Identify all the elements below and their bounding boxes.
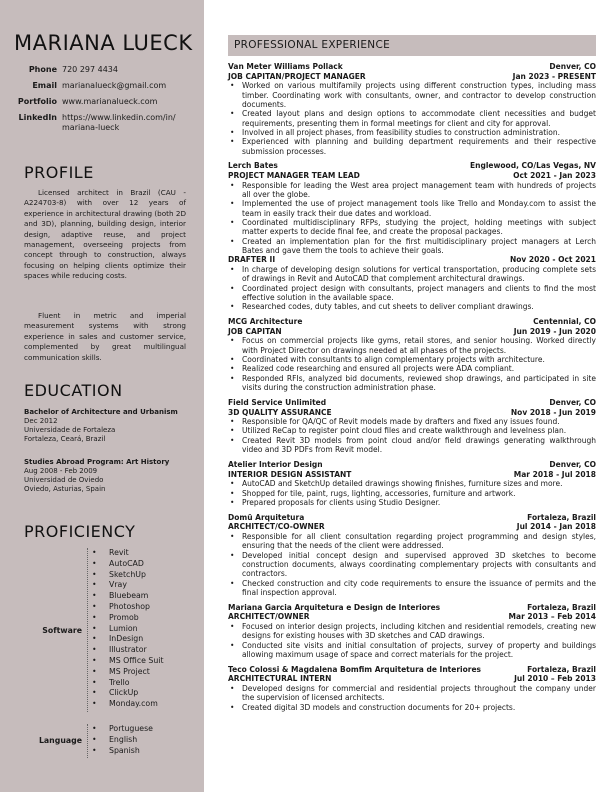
job-title-row — [228, 255, 596, 265]
education-heading: EDUCATION — [24, 381, 123, 400]
profile-heading: PROFILE — [24, 163, 94, 182]
contact-value[interactable]: marianalueck@gmail.com — [62, 81, 167, 90]
job-dates: Nov 2018 - Jun 2019 — [510, 407, 596, 417]
job-title: 3D QUALITY ASSURANCE — [228, 407, 332, 417]
candidate-name: MARIANA LUECK — [14, 31, 193, 55]
software-item: • Illustrator — [92, 645, 164, 656]
job-bullet: • In charge of developing design solutions for vertical transportation, producing complete sets of drawings in Revit and AutoCAD that complement architectural drawings. — [228, 265, 596, 284]
job-bullet: • Shopped for tile, paint, rugs, lighting, accessories, furniture and artwork. — [228, 489, 596, 498]
software-list — [92, 548, 164, 710]
job-dates: Mar 2018 - Jul 2018 — [513, 469, 596, 479]
job-bullet: • Checked construction and city code requirements to ensure the issuance of permits and the final inspection approval. — [228, 579, 596, 598]
company-name: Teco Colossi & Magdalena Bomfim Arquitetura de Interiores — [228, 664, 482, 674]
contact-portfolio — [0, 97, 204, 107]
profile-paragraph: Fluent in metric and imperial measurement systems with strong experience in sales and customer service, complemented by great multilingual communication skills. — [24, 311, 186, 362]
job-bullet: • Focused on interior design projects, including kitchen and residential remodels, creating new designs for existing houses with 3D sketches and CAD drawings. — [228, 622, 596, 641]
job-entry — [228, 317, 596, 392]
education-line: Fortaleza, Ceará, Brazil — [24, 435, 106, 443]
proficiency-heading: PROFICIENCY — [24, 522, 136, 541]
job-title: PROJECT MANAGER TEAM LEAD — [228, 171, 360, 181]
contact-block — [0, 65, 204, 139]
job-title: ARCHITECT/CO-OWNER — [228, 522, 325, 532]
job-bullet: • Coordinated project design with consultants, project managers and clients to find the most effective solution in the available space. — [228, 284, 596, 303]
job-bullet: • Implemented the use of project management tools like Trello and Monday.com to assist the team in easily track their due dates and workload. — [228, 199, 596, 218]
job-dates: Oct 2021 - Jan 2023 — [513, 171, 596, 181]
contact-email — [0, 81, 204, 91]
sidebar — [0, 0, 204, 792]
software-item: • Promob — [92, 613, 164, 624]
job-bullet: • Responsible for QA/QC of Revit models made by drafters and fixed any issues found. — [228, 417, 596, 426]
job-bullet: • Experienced with planning and building department requirements and their respective submission processes. — [228, 137, 596, 156]
education-item — [24, 408, 200, 444]
company-location: Fortaleza, Brazil — [527, 602, 596, 612]
company-name: Lerch Bates — [228, 161, 278, 171]
job-bullet: • AutoCAD and SketchUp detailed drawings showing finishes, furniture sizes and more. — [228, 479, 596, 488]
education-line: Oviedo, Asturias, Spain — [24, 485, 106, 493]
job-title-row — [228, 72, 596, 82]
job-title: DRAFTER II — [228, 255, 276, 265]
company-location: Denver, CO — [549, 62, 596, 71]
experience-heading: PROFESSIONAL EXPERIENCE — [228, 35, 596, 56]
software-item: • Lumion — [92, 624, 164, 635]
job-title-row — [228, 171, 596, 181]
education-line: Dec 2012 — [24, 417, 58, 425]
software-item: • Bluebeam — [92, 591, 164, 602]
job-entry — [228, 161, 596, 311]
job-bullets — [228, 684, 596, 712]
job-entry — [228, 665, 596, 712]
job-bullet: • Created layout plans and design options to accommodate client necessities and budget requirements, presenting them in formal meetings for client and city for approval. — [228, 109, 596, 128]
contact-phone — [0, 65, 204, 75]
education-item — [24, 458, 200, 494]
contact-label: Portfolio — [17, 97, 57, 106]
job-bullet: • Coordinated with consultants to align complementary projects with architecture. — [228, 355, 596, 364]
degree-title: Studies Abroad Program: Art History — [24, 458, 170, 466]
language-item: • Spanish — [92, 746, 153, 757]
company-name: Van Meter Williams Pollack — [228, 62, 343, 71]
job-company-row — [228, 513, 596, 523]
job-bullet: • Responded RFIs, analyzed bid documents, reviewed shop drawings, and participated in site visits during the construction administration phase. — [228, 374, 596, 393]
job-company-row — [228, 161, 596, 171]
job-bullet: • Worked on various multifamily projects using different construction types, including mass timber. Coordinating work with consultants, owner, and contractor to develop construction documents. — [228, 81, 596, 109]
job-title: JOB CAPITAN — [228, 326, 282, 336]
company-location: Englewood, CO/Las Vegas, NV — [469, 161, 596, 171]
software-label: Software — [42, 626, 82, 635]
company-name: MCG Architecture — [228, 317, 303, 327]
software-item: • Vray — [92, 580, 164, 591]
job-title-row — [228, 612, 596, 622]
job-bullet: • Focus on commercial projects like gyms, retail stores, and senior housing. Worked directly with Project Director on drawings needed at all phases of the projects. — [228, 336, 596, 355]
software-item: • MS Office Suit — [92, 656, 164, 667]
contact-label: Phone — [28, 65, 57, 74]
company-name: Atelier Interior Design — [228, 460, 323, 469]
job-title: ARCHITECT/OWNER — [228, 612, 310, 622]
company-location: Fortaleza, Brazil — [527, 664, 596, 674]
job-bullets — [228, 622, 596, 659]
contact-label: LinkedIn — [18, 113, 57, 122]
job-title-row — [228, 327, 596, 337]
software-item: • InDesign — [92, 634, 164, 645]
language-item: • English — [92, 735, 153, 746]
job-entry — [228, 398, 596, 455]
job-title-row — [228, 522, 596, 532]
job-title-row — [228, 408, 596, 418]
job-bullet: • Researched codes, duty tables, and cut sheets to deliver compliant drawings. — [228, 302, 596, 311]
job-title: JOB CAPITAN/PROJECT MANAGER — [228, 71, 366, 81]
software-item: • Monday.com — [92, 699, 164, 710]
job-bullets — [228, 265, 596, 312]
job-bullet: • Conducted site visits and initial consultation of projects, survey of property and buildings allowing maximum usage of space and correct materials for the project. — [228, 641, 596, 660]
company-name: Mariana Garcia Arquitetura e Design de Interiores — [228, 602, 441, 612]
job-company-row — [228, 603, 596, 613]
language-list — [92, 724, 153, 756]
job-title: INTERIOR DESIGN ASSISTANT — [228, 469, 352, 479]
divider — [87, 724, 88, 758]
job-dates: Mar 2013 – Feb 2014 — [508, 612, 596, 622]
job-entry — [228, 460, 596, 507]
job-bullets — [228, 181, 596, 256]
education-line: Aug 2008 - Feb 2009 — [24, 467, 98, 475]
job-dates: Jan 2023 - PRESENT — [512, 71, 596, 81]
job-company-row — [228, 460, 596, 470]
job-title-row — [228, 470, 596, 480]
job-entry — [228, 603, 596, 660]
job-bullets — [228, 417, 596, 454]
education-line: Universidad de Oviedo — [24, 476, 104, 484]
software-item: • SketchUp — [92, 570, 164, 581]
job-bullets — [228, 479, 596, 507]
job-bullet: • Involved in all project phases, from feasibility studies to construction administration. — [228, 128, 596, 137]
job-entry — [228, 62, 596, 156]
job-dates: Jul 2010 – Feb 2013 — [514, 674, 596, 684]
job-bullet: • Created digital 3D models and construction documents for 20+ projects. — [228, 703, 596, 712]
contact-value[interactable]: https://www.linkedin.com/in/ mariana-lueck — [62, 113, 176, 132]
job-entry — [228, 513, 596, 598]
profile-paragraph: Licensed architect in Brazil (CAU - A224703-8) with over 12 years of experience in architectural drawing (both 2D and 3D), planning, building design, interior design, adaptive reuse, and project management, overseeing projects from concept through to construction, always focusing on helping clients optimize their spaces while reducing costs. — [24, 188, 186, 281]
job-bullet: • Developed initial concept design and supervised approved 3D sketches to become construction documents, always coordinating complementary projects with consultants and contractors. — [228, 551, 596, 579]
degree-title: Bachelor of Architecture and Urbanism — [24, 408, 178, 416]
job-company-row — [228, 398, 596, 408]
job-bullets — [228, 532, 596, 597]
company-location: Denver, CO — [549, 460, 596, 469]
job-title-row — [228, 674, 596, 684]
job-bullet: • Prepared proposals for clients using Studio Designer. — [228, 498, 596, 507]
job-bullet: • Created Revit 3D models from point cloud and/or field drawings generating walkthrough video and 3D PDFs from Revit model. — [228, 436, 596, 455]
company-location: Centennial, CO — [533, 317, 596, 327]
job-company-row — [228, 62, 596, 72]
company-name: Field Service Unlimited — [228, 397, 327, 407]
education-line: Universidade de Fortaleza — [24, 426, 116, 434]
job-company-row — [228, 665, 596, 675]
job-bullet: • Utilized ReCap to register point cloud files and create walkthrough and levelness plan. — [228, 426, 596, 435]
language-item: • Portuguese — [92, 724, 153, 735]
experience-list — [228, 62, 596, 718]
job-dates: Jun 2019 - Jun 2020 — [513, 326, 596, 336]
software-item: • Photoshop — [92, 602, 164, 613]
job-title: ARCHITECTURAL INTERN — [228, 674, 332, 684]
job-dates: Jul 2014 - Jan 2018 — [516, 522, 596, 532]
language-label: Language — [38, 736, 82, 745]
software-item: • MS Project — [92, 667, 164, 678]
company-location: Denver, CO — [549, 397, 596, 407]
contact-value[interactable]: www.marianalueck.com — [62, 97, 158, 106]
job-bullet: • Responsible for leading the West area project management team with hundreds of projects all over the globe. — [228, 181, 596, 200]
contact-label: Email — [32, 81, 57, 90]
company-location: Fortaleza, Brazil — [527, 512, 596, 522]
job-bullet: • Developed designs for commercial and residential projects throughout the company under the supervision of licensed architects. — [228, 684, 596, 703]
job-bullet: • Coordinated multidisciplinary RFPs, studying the project, holding meetings with subject matter experts to decide final fee, and create the proposal packages. — [228, 218, 596, 237]
job-bullets — [228, 336, 596, 392]
software-item: • Trello — [92, 678, 164, 689]
job-bullet: • Created an implementation plan for the first multidisciplinary project managers at Lerch Bates and gave them the tools to achieve their goals. — [228, 237, 596, 256]
job-bullets — [228, 81, 596, 156]
job-bullet: • Responsible for all client consultation regarding project programming and design styles, ensuring that the needs of the client were addressed. — [228, 532, 596, 551]
job-dates: Nov 2020 - Oct 2021 — [509, 255, 596, 265]
software-item: • Revit — [92, 548, 164, 559]
job-company-row — [228, 317, 596, 327]
software-item: • AutoCAD — [92, 559, 164, 570]
company-name: Domū Arquitetura — [228, 512, 305, 522]
software-item: • ClickUp — [92, 688, 164, 699]
contact-value: 720 297 4434 — [62, 65, 118, 74]
job-bullet: • Realized code researching and ensured all projects were ADA compliant. — [228, 364, 596, 373]
divider — [87, 548, 88, 712]
contact-linkedin — [0, 113, 204, 133]
